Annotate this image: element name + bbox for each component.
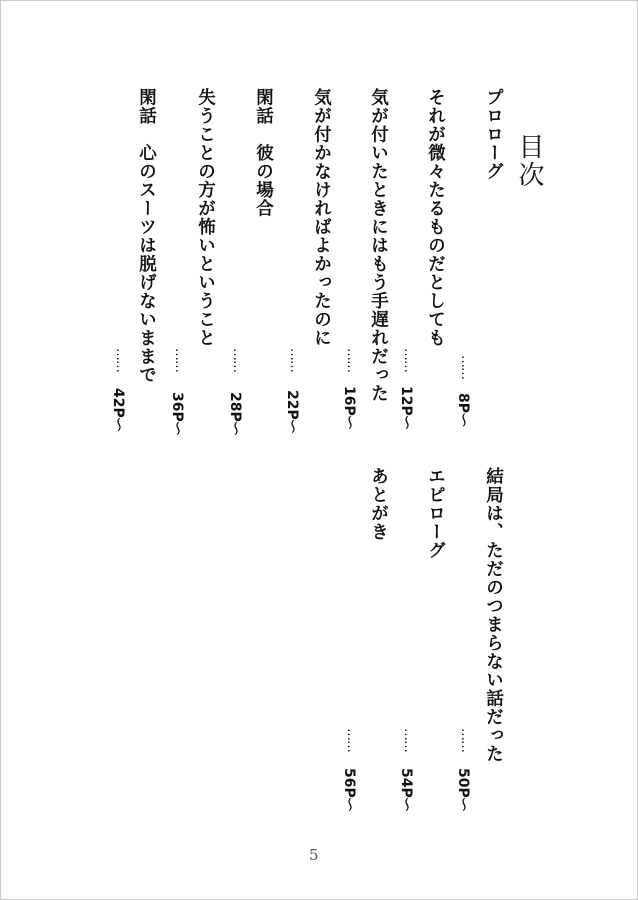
toc-page-ref: 8P～ <box>455 393 471 428</box>
toc-page-ref: 54P～ <box>398 768 414 812</box>
toc-page-ref: 50P～ <box>455 768 471 812</box>
toc-page-ref: 36P～ <box>169 392 185 436</box>
toc-page-ref: 56P～ <box>341 768 357 812</box>
toc-dots: …… <box>458 355 473 379</box>
toc-entry-8[interactable]: 結局は、ただのつまらない話だった <box>483 467 504 763</box>
toc-entry-prologue[interactable]: プロローグ <box>483 88 504 181</box>
toc-entry-2[interactable]: それが微々たるものだとしても <box>425 88 446 347</box>
toc-page-ref: 12P～ <box>398 386 414 430</box>
toc-entry-3[interactable]: 気が付いたときにはもう手遅れだった <box>368 88 389 403</box>
toc-entry-5[interactable]: 閑話 彼の場合 <box>253 88 274 218</box>
toc-dots: …… <box>458 728 473 752</box>
toc-page-ref: 42P～ <box>110 388 126 432</box>
toc-entry-afterword[interactable]: あとがき <box>368 467 389 541</box>
toc-dots: …… <box>113 348 128 372</box>
toc-entry-epilogue[interactable]: エピローグ <box>425 467 446 560</box>
toc-page-ref: 22P～ <box>284 390 300 434</box>
page-number: 5 <box>309 846 319 864</box>
toc-dots: …… <box>401 728 416 752</box>
toc-dots: …… <box>287 348 302 372</box>
toc-entry-6[interactable]: 失うことの方が怖いということ <box>195 88 216 347</box>
toc-entry-4[interactable]: 気が付かなければよかったのに <box>311 88 332 347</box>
toc-dots: …… <box>172 348 187 372</box>
toc-page-ref: 16P～ <box>341 386 357 430</box>
toc-page-ref: 28P～ <box>227 392 243 436</box>
toc-dots: …… <box>344 348 359 372</box>
toc-dots: …… <box>230 348 245 372</box>
toc-entry-7[interactable]: 閑話 心のスーツは脱げないままで <box>136 88 157 384</box>
toc-dots: …… <box>401 348 416 372</box>
toc-dots: …… <box>344 728 359 752</box>
toc-title: 目次 <box>514 133 544 189</box>
